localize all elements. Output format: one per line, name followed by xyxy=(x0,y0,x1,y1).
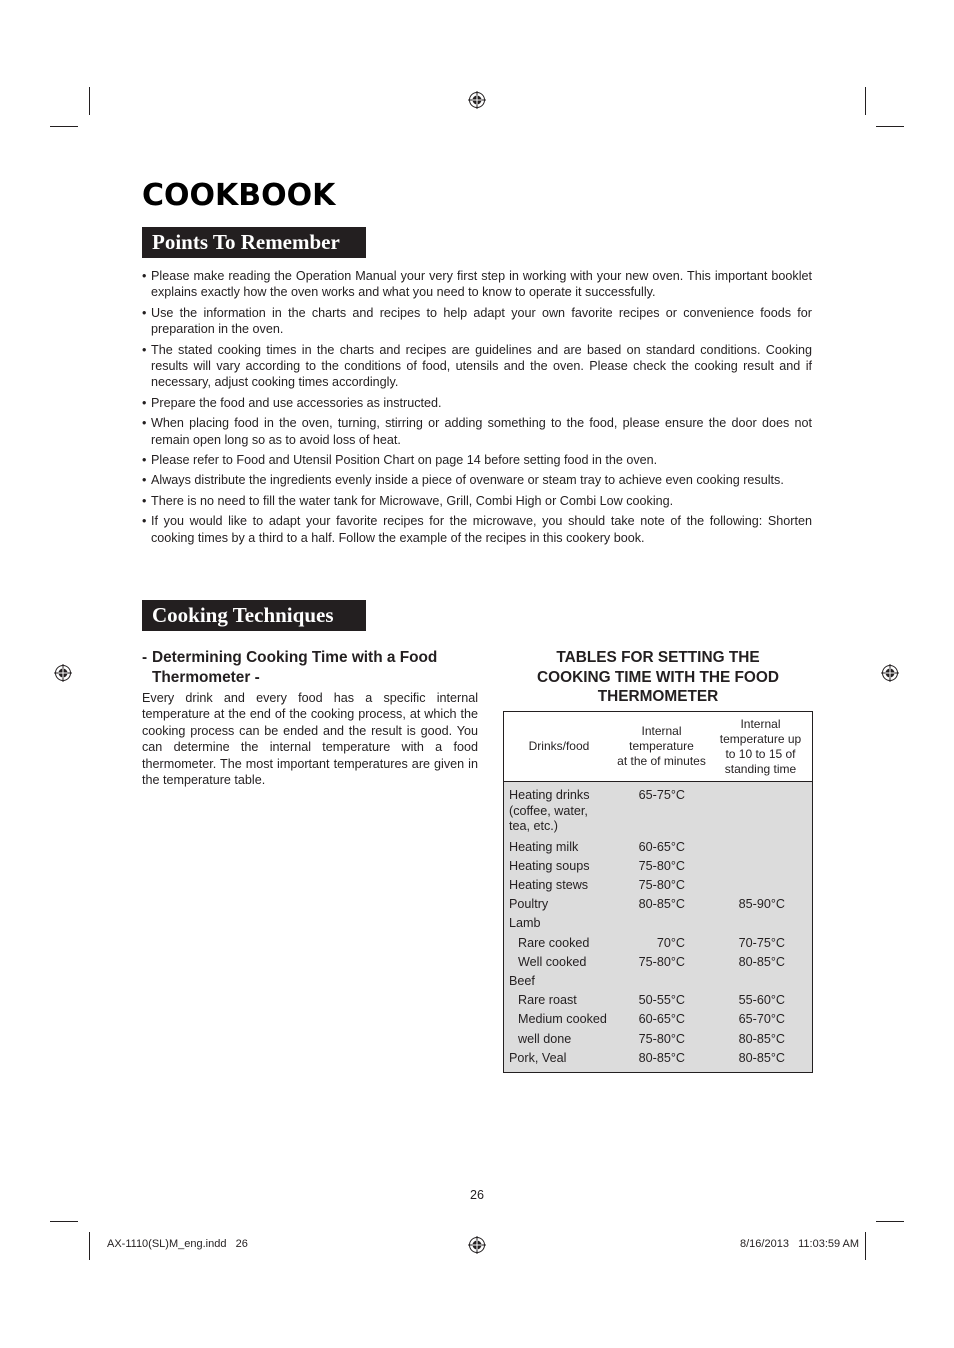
cell-food-line1: Heating drinks xyxy=(509,788,590,802)
footer-timestamp: 8/16/2013 11:03:59 AM xyxy=(740,1238,860,1250)
list-item: • Always distribute the ingredients evenly inside a piece of ovenware or steam tray to achieve even cooking results. xyxy=(142,472,812,488)
cell-standing-temp: 80-85°C xyxy=(738,1031,785,1046)
cell-standing-temp: 85-90°C xyxy=(738,897,785,912)
table-row xyxy=(504,786,812,838)
crop-mark xyxy=(50,126,78,127)
table-row xyxy=(504,972,812,991)
header-col3-line4: standing time xyxy=(724,761,797,776)
header-food: Drinks/food xyxy=(528,739,590,753)
cell-temp: 80-85°C xyxy=(638,897,685,912)
table-row xyxy=(504,991,812,1010)
cell-temp: 65-75°C xyxy=(638,788,685,802)
cell-standing-temp xyxy=(685,857,785,876)
points-heading: Points To Remember xyxy=(142,227,366,258)
cell-temp: 70°C xyxy=(656,935,685,950)
cell-food: Rare cooked xyxy=(518,935,590,950)
cell-standing-temp: 55-60°C xyxy=(738,993,785,1008)
techniques-heading: Cooking Techniques xyxy=(142,600,366,631)
cell-standing-temp xyxy=(685,972,785,991)
table-heading xyxy=(503,648,813,707)
table-row xyxy=(504,895,812,914)
page-title: COOKBOOK xyxy=(142,178,336,213)
cell-food-line3: tea, etc.) xyxy=(509,819,558,833)
footer-file-info: AX-1110(SL)M_eng.indd 26 xyxy=(107,1238,248,1250)
table-row xyxy=(504,1010,812,1029)
table-heading-line2: COOKING TIME WITH THE FOOD xyxy=(537,668,779,686)
cell-temp: 60-65°C xyxy=(638,839,685,854)
table-heading-line3: THERMOMETER xyxy=(597,688,719,706)
cell-standing-temp xyxy=(685,876,785,895)
cell-temp xyxy=(626,972,685,991)
cell-temp xyxy=(626,914,685,933)
cell-food-line2: (coffee, water, xyxy=(509,803,588,818)
list-item: • When placing food in the oven, turning, stirring or adding something to the food, please ensure the door does not remain open long so as to avoid loss of heat. xyxy=(142,415,812,448)
cell-food xyxy=(504,786,626,838)
cell-temp: 75-80°C xyxy=(638,954,685,969)
table-row xyxy=(504,914,812,933)
list-item: • Use the information in the charts and recipes to help adapt your own favorite recipes or convenience foods for preparation in the oven. xyxy=(142,305,812,338)
list-item: • Please refer to Food and Utensil Position Chart on page 14 before setting food in the oven. xyxy=(142,452,812,468)
table-row xyxy=(504,876,812,895)
cell-food: Poultry xyxy=(509,897,549,912)
header-col2-line2: temperature xyxy=(629,739,694,753)
table-row xyxy=(504,1030,812,1049)
cell-food: Heating milk xyxy=(509,839,579,854)
cell-temp: 50-55°C xyxy=(638,993,685,1008)
list-item: • There is no need to fill the water tank for Microwave, Grill, Combi High or Combi Low cooking. xyxy=(142,493,812,509)
cell-temp: 75-80°C xyxy=(638,877,685,892)
cell-standing-temp: 80-85°C xyxy=(738,954,785,969)
cell-standing-temp: 65-70°C xyxy=(738,1012,785,1027)
sub-heading-line1: Determining Cooking Time with a Food xyxy=(152,649,438,666)
cell-food: Medium cooked xyxy=(518,1012,607,1027)
table-header xyxy=(504,712,812,782)
table-heading-line1: TABLES FOR SETTING THE xyxy=(556,649,760,666)
cell-standing-temp: 70-75°C xyxy=(738,935,785,950)
cell-food: Lamb xyxy=(509,916,541,931)
header-col3-line1: Internal xyxy=(740,716,781,731)
sub-heading xyxy=(142,648,480,688)
registration-mark-icon xyxy=(881,664,899,682)
cell-temp: 80-85°C xyxy=(638,1050,685,1065)
sub-heading-line2: Thermometer - xyxy=(152,669,260,686)
list-item: • Prepare the food and use accessories as instructed. xyxy=(142,395,812,411)
header-col3-line3: to 10 to 15 of xyxy=(725,746,796,761)
temperature-table xyxy=(503,711,813,1073)
header-internal-temp xyxy=(614,712,709,781)
crop-mark xyxy=(876,1221,904,1222)
list-item: • The stated cooking times in the charts and recipes are guidelines and are based on standard conditions. Cooking results will vary according to the conditions of food, utensils and the oven. Please check the cooking result and if necessary, adjust cooking times accordingly. xyxy=(142,342,812,391)
table-row xyxy=(504,934,812,953)
header-standing-temp xyxy=(709,712,812,781)
cell-food: Well cooked xyxy=(518,954,587,969)
cell-temp: 75-80°C xyxy=(638,1031,685,1046)
header-col3-line2: temperature up xyxy=(719,731,802,746)
cell-food: well done xyxy=(518,1031,572,1046)
cell-temp: 60-65°C xyxy=(638,1012,685,1027)
crop-mark xyxy=(865,87,866,115)
page-number: 26 xyxy=(469,1188,484,1202)
cell-food: Heating soups xyxy=(509,858,590,873)
crop-mark xyxy=(50,1221,78,1222)
techniques-paragraph: Every drink and every food has a specific internal temperature at the end of the cooking process, at which the cooking process can be ended and the result is good. You can determine the internal temperature with a food thermometer. The most important temperatures are given in the temperature table. xyxy=(142,691,478,788)
cell-temp: 75-80°C xyxy=(638,858,685,873)
header-col2-line3: at the of minutes xyxy=(617,754,706,768)
cell-food: Heating stews xyxy=(509,877,589,892)
table-body xyxy=(504,782,812,1072)
cell-standing-temp xyxy=(685,914,785,933)
list-item: • Please make reading the Operation Manual your very first step in working with your new oven. This important booklet explains exactly how the oven works and what you need to know to operate it successfully. xyxy=(142,268,812,301)
crop-mark xyxy=(865,1232,866,1260)
table-row xyxy=(504,953,812,972)
registration-mark-icon xyxy=(468,91,486,109)
registration-mark-icon xyxy=(54,664,72,682)
crop-mark xyxy=(89,1232,90,1260)
sub-heading-dash: - xyxy=(142,649,148,666)
cell-food: Pork, Veal xyxy=(509,1050,567,1065)
table-row xyxy=(504,857,812,876)
header-col2-line1: Internal xyxy=(641,724,682,738)
cell-standing-temp: 80-85°C xyxy=(738,1050,785,1065)
points-list xyxy=(142,268,812,550)
cell-food: Rare roast xyxy=(518,993,577,1008)
cell-food: Beef xyxy=(509,973,535,988)
table-row xyxy=(504,1049,812,1068)
crop-mark xyxy=(876,126,904,127)
list-item: • If you would like to adapt your favorite recipes for the microwave, you should take note of the following: Shorten cooking times by a third to a half. Follow the example of the recipes in this cookery book. xyxy=(142,513,812,546)
registration-mark-icon xyxy=(468,1236,486,1254)
crop-mark xyxy=(89,87,90,115)
cell-standing-temp xyxy=(685,786,785,838)
cell-standing-temp xyxy=(685,838,785,857)
table-row xyxy=(504,838,812,857)
